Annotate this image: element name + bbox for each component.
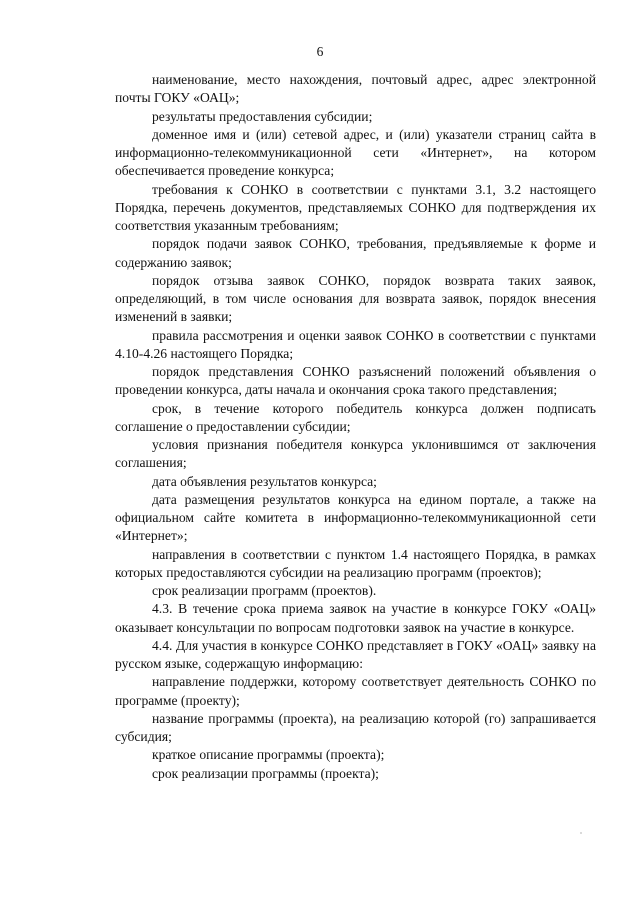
paragraph: результаты предоставления субсидии; — [152, 108, 373, 124]
paragraph: срок реализации программ (проектов). — [152, 583, 377, 598]
paragraph: порядок отзыва заявок СОНКО, порядок возврата таких заявок, определяющий, в том числе основания для возврата заявок, порядок внесения изменений в заявки; — [115, 272, 596, 325]
paragraph: направление поддержки, которому соответствует деятельность СОНКО по программе (проекту); — [115, 674, 596, 708]
paragraph: порядок подачи заявок СОНКО, требования, предъявляемые к форме и содержанию заявок; — [115, 236, 596, 270]
paragraph-clause-4-3: 4.3. В течение срока приема заявок на участие в конкурсе ГОКУ «ОАЦ» оказывает консультации по вопросам подготовки заявок на участие в конкурсе. — [115, 601, 596, 635]
paragraph: правила рассмотрения и оценки заявок СОНКО в соответствии с пунктами 4.10-4.26 настоящего Порядка; — [115, 327, 596, 361]
paragraph: требования к СОНКО в соответствии с пунктами 3.1, 3.2 настоящего Порядка, перечень документов, представляемых СОНКО для подтверждения их соответствия указанным требованиям; — [115, 181, 596, 233]
paragraph: дата размещения результатов конкурса на едином портале, а также на официальном сайте комитета в информационно-телекоммуникационной сети «Интернет»; — [115, 491, 596, 544]
scan-speck — [580, 832, 582, 834]
paragraph: срок, в течение которого победитель конкурса должен подписать соглашение о предоставлении субсидии; — [115, 400, 596, 434]
paragraph: порядок представления СОНКО разъяснений положений объявления о проведении конкурса, даты начала и окончания срока такого представления; — [115, 364, 596, 398]
paragraph: условия признания победителя конкурса уклонившимся от заключения соглашения; — [115, 437, 596, 471]
paragraph: направления в соответствии с пунктом 1.4 настоящего Порядка, в рамках которых предоставляются субсидии на реализацию программ (проектов); — [115, 546, 596, 580]
page-number: 6 — [316, 44, 324, 59]
paragraph-clause-4-4: 4.4. Для участия в конкурсе СОНКО представляет в ГОКУ «ОАЦ» заявку на русском языке, содержащую информацию: — [115, 637, 596, 671]
paragraph: краткое описание программы (проекта); — [152, 747, 385, 763]
document-body — [115, 71, 596, 783]
paragraph: срок реализации программы (проекта); — [152, 765, 379, 781]
paragraph: наименование, место нахождения, почтовый адрес, адрес электронной почты ГОКУ «ОАЦ»; — [115, 72, 596, 106]
paragraph: название программы (проекта), на реализацию которой (го) запрашивается субсидия; — [115, 710, 596, 744]
paragraph: доменное имя и (или) сетевой адрес, и (или) указатели страниц сайта в информационно-телекоммуникационной сети «Интернет», на котором обеспечивается проведение конкурса; — [115, 126, 596, 179]
paragraph: дата объявления результатов конкурса; — [152, 473, 377, 489]
